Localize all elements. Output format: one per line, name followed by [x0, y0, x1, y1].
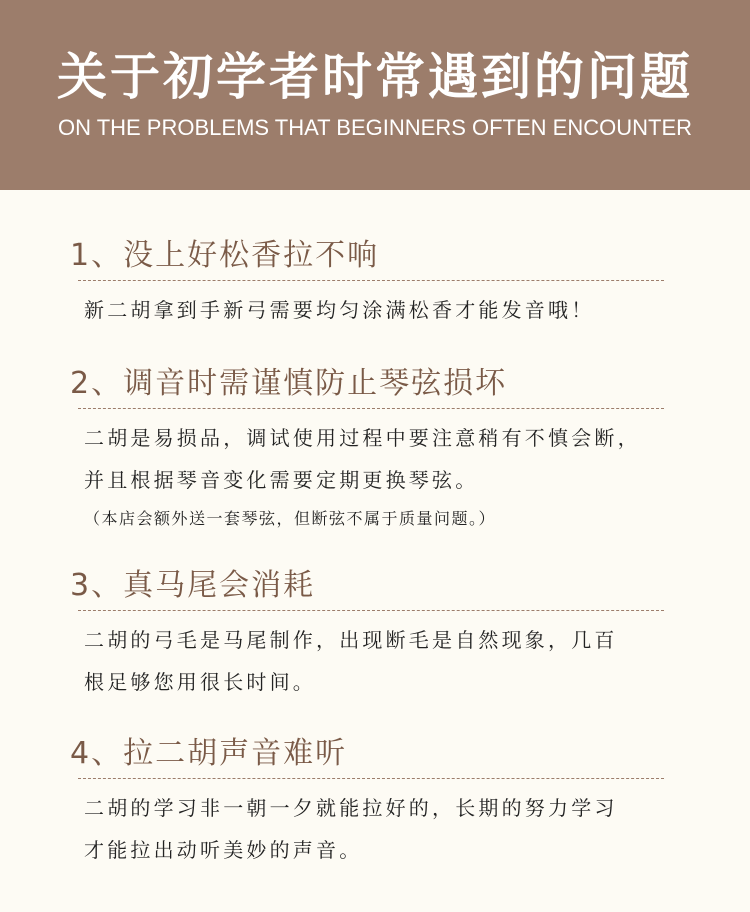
section-heading: 3、真马尾会消耗	[70, 568, 316, 603]
dashed-divider	[78, 408, 664, 409]
section-text-line: 并且根据琴音变化需要定期更换琴弦。	[84, 468, 479, 492]
section-heading: 4、拉二胡声音难听	[70, 736, 348, 771]
section-text-line: 才能拉出动听美妙的声音。	[84, 838, 363, 862]
header-banner	[0, 0, 750, 190]
section-2	[68, 364, 668, 537]
section-heading: 2、调音时需谨慎防止琴弦损坏	[70, 366, 508, 401]
section-text-line: 二胡的弓毛是马尾制作，出现断毛是自然现象，几百	[84, 628, 618, 652]
dashed-divider	[78, 280, 664, 281]
page-title: 关于初学者时常遇到的问题	[57, 48, 693, 106]
section-text-line: 二胡是易损品，调试使用过程中要注意稍有不慎会断，	[84, 426, 641, 450]
section-3	[68, 566, 668, 703]
section-text-line: 新二胡拿到手新弓需要均匀涂满松香才能发音哦！	[84, 298, 595, 322]
dashed-divider	[78, 610, 664, 611]
page-subtitle: ON THE PROBLEMS THAT BEGINNERS OFTEN ENCOUNTER	[57, 115, 692, 140]
section-note: （本店会额外送一套琴弦，但断弦不属于质量问题。）	[84, 509, 497, 528]
section-1	[68, 236, 668, 331]
section-heading: 1、没上好松香拉不响	[70, 238, 380, 273]
section-text-line: 二胡的学习非一朝一夕就能拉好的，长期的努力学习	[84, 796, 618, 820]
dashed-divider	[78, 778, 664, 779]
section-4	[68, 734, 668, 871]
section-text-line: 根足够您用很长时间。	[84, 670, 316, 694]
